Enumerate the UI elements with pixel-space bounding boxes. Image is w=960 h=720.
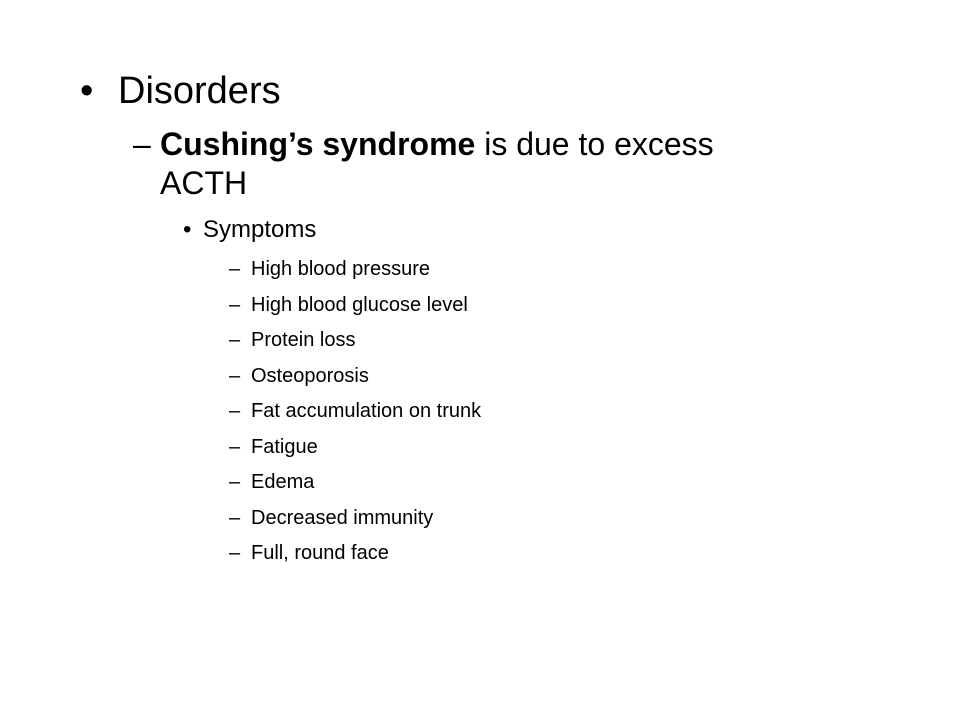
topic-bold-term: Cushing’s syndrome: [160, 126, 476, 162]
symptom-item: [0, 400, 600, 436]
bullet-marker: •: [80, 70, 94, 112]
dash-marker: –: [229, 400, 241, 422]
dash-marker: –: [229, 329, 241, 351]
symptom-item: [0, 507, 600, 543]
dash-marker: –: [229, 258, 241, 280]
symptom-item: [0, 365, 600, 401]
symptom-item: [0, 294, 600, 330]
symptom-item: [0, 329, 600, 365]
subheading-text: Symptoms: [203, 216, 317, 243]
symptom-list: [0, 258, 600, 578]
symptom-text: High blood pressure: [251, 258, 430, 280]
symptom-text: Full, round face: [251, 542, 389, 564]
topic-rest-line-1: is due to excess: [475, 126, 714, 162]
dash-marker: –: [229, 293, 241, 316]
symptom-text: Decreased immunity: [251, 506, 434, 529]
dash-marker: –: [229, 364, 241, 387]
symptom-text: Fatigue: [251, 435, 318, 458]
bullet-marker: •: [183, 216, 192, 243]
symptom-text: Edema: [251, 471, 315, 493]
dash-marker: –: [133, 126, 151, 162]
topic-rest-line-2: ACTH: [160, 165, 248, 201]
symptom-text: High blood glucose level: [251, 293, 468, 316]
symptom-item: [0, 542, 600, 578]
symptom-text: Protein loss: [251, 329, 356, 351]
symptom-item: [0, 258, 600, 294]
dash-marker: –: [229, 506, 241, 529]
heading-text: Disorders: [118, 70, 281, 112]
dash-marker: –: [229, 542, 241, 564]
dash-marker: –: [229, 435, 241, 458]
symptom-text: Fat accumulation on trunk: [251, 400, 482, 422]
symptom-item: [0, 471, 600, 507]
symptom-item: [0, 436, 600, 472]
dash-marker: –: [229, 471, 241, 493]
symptom-text: Osteoporosis: [251, 364, 369, 387]
topic-line-1: [160, 128, 714, 160]
